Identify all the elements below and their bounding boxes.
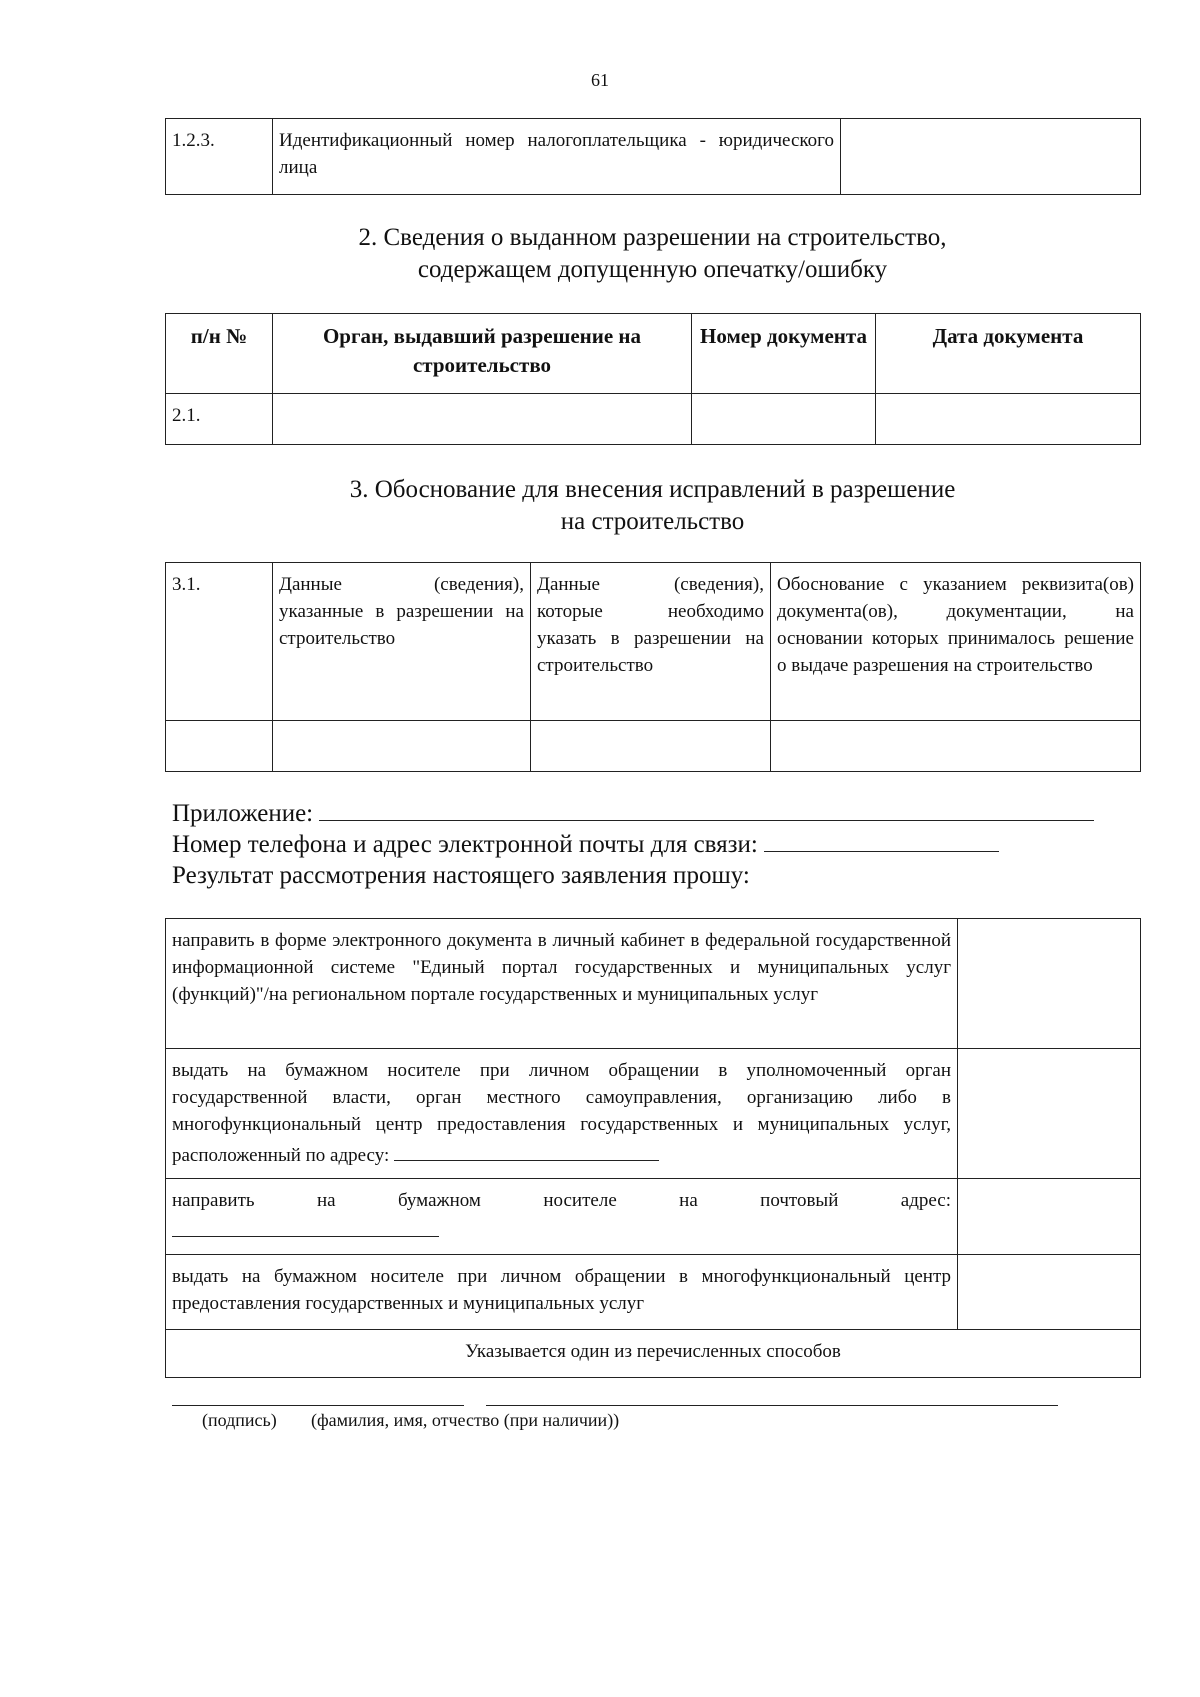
column-header-doc-number: Номер документа (692, 314, 876, 394)
table-row (166, 563, 1141, 721)
empty-cell[interactable] (166, 721, 273, 772)
full-name-line[interactable] (486, 1405, 1058, 1406)
option-row (166, 919, 1141, 1049)
section-3-heading-line2: на строительство (560, 508, 745, 535)
section-2-heading (165, 222, 1140, 286)
row-number: 2.1. (166, 394, 273, 445)
table-row (166, 394, 1141, 445)
option-mark-cell[interactable] (958, 919, 1141, 1049)
permit-info-table (165, 313, 1141, 445)
contact-label: Номер телефона и адрес электронной почты для связи: (172, 831, 758, 858)
justification-cell[interactable] (771, 721, 1141, 772)
table-row (166, 119, 1141, 195)
option-paper-authority (166, 1049, 958, 1179)
option-footer-row (166, 1330, 1141, 1378)
current-data-cell[interactable] (273, 721, 531, 772)
page-number: 61 (591, 70, 609, 90)
option-text-mfc: выдать на бумажном носителе при личном обращении в многофункциональный центр предоставления государственных и муниципальных услуг (166, 1255, 958, 1330)
column-header-number: п/н № (166, 314, 273, 394)
current-data-label: Данные (сведения), указанные в разрешении на строительство (273, 563, 531, 721)
option-text-electronic: направить в форме электронного документа в личный кабинет в федеральной государственной информационной системе "Единый портал государственных и муниципальных услуг (функций)"/на региональном портале государственных и муниципальных услуг (166, 919, 958, 1049)
option-text-paper-mail: направить на бумажном носителе на почтовый адрес: (172, 1190, 951, 1211)
option-row (166, 1255, 1141, 1330)
result-label: Результат рассмотрения настоящего заявления прошу: (172, 862, 750, 889)
application-block (172, 798, 1094, 891)
contact-field[interactable] (764, 829, 999, 852)
taxpayer-id-table (165, 118, 1141, 195)
attachment-field[interactable] (319, 798, 1094, 821)
attachment-row (172, 798, 1094, 829)
required-data-cell[interactable] (531, 721, 771, 772)
option-mark-cell[interactable] (958, 1255, 1141, 1330)
result-options-table (165, 918, 1141, 1378)
row-label: Идентификационный номер налогоплательщика - юридического лица (273, 119, 841, 195)
option-text-paper-authority: выдать на бумажном носителе при личном обращении в уполномоченный орган государственной власти, орган местного самоуправления, организацию либо в многофункциональный центр предоставления государственных и муниципальных услуг, расположенный по адресу: (172, 1060, 951, 1166)
section-2-heading-line2: содержащем допущенную опечатку/ошибку (417, 256, 888, 283)
signature-caption: (подпись) (202, 1410, 277, 1430)
column-header-organ: Орган, выдавший разрешение на строительство (273, 314, 692, 394)
column-header-doc-date: Дата документа (876, 314, 1141, 394)
option-paper-mail (166, 1179, 958, 1255)
row-number: 3.1. (166, 563, 273, 721)
corrections-table (165, 562, 1141, 772)
section-2-heading-line1: 2. Сведения о выданном разрешении на строительство, (358, 224, 947, 251)
organ-cell[interactable] (273, 394, 692, 445)
option-row (166, 1179, 1141, 1255)
table-header-row (166, 314, 1141, 394)
section-3-heading (165, 474, 1140, 538)
justification-label: Обоснование с указанием реквизита(ов) документа(ов), документации, на основании которых принималось решение о выдаче разрешения на строительство (771, 563, 1141, 721)
postal-address-field[interactable] (172, 1214, 439, 1237)
row-number: 1.2.3. (166, 119, 273, 195)
full-name-caption: (фамилия, имя, отчество (при наличии)) (311, 1410, 620, 1430)
taxpayer-id-value-cell[interactable] (841, 119, 1141, 195)
option-mark-cell[interactable] (958, 1049, 1141, 1179)
option-mark-cell[interactable] (958, 1179, 1141, 1255)
doc-number-cell[interactable] (692, 394, 876, 445)
doc-date-cell[interactable] (876, 394, 1141, 445)
option-footer: Указывается один из перечисленных способов (166, 1330, 1141, 1378)
option-row (166, 1049, 1141, 1179)
contact-row (172, 829, 1094, 860)
signature-line[interactable] (172, 1405, 464, 1406)
required-data-label: Данные (сведения), которые необходимо указать в разрешении на строительство (531, 563, 771, 721)
table-row (166, 721, 1141, 772)
attachment-label: Приложение: (172, 800, 314, 827)
section-3-heading-line1: 3. Обоснование для внесения исправлений в разрешение (349, 476, 956, 503)
address-field[interactable] (394, 1138, 659, 1161)
